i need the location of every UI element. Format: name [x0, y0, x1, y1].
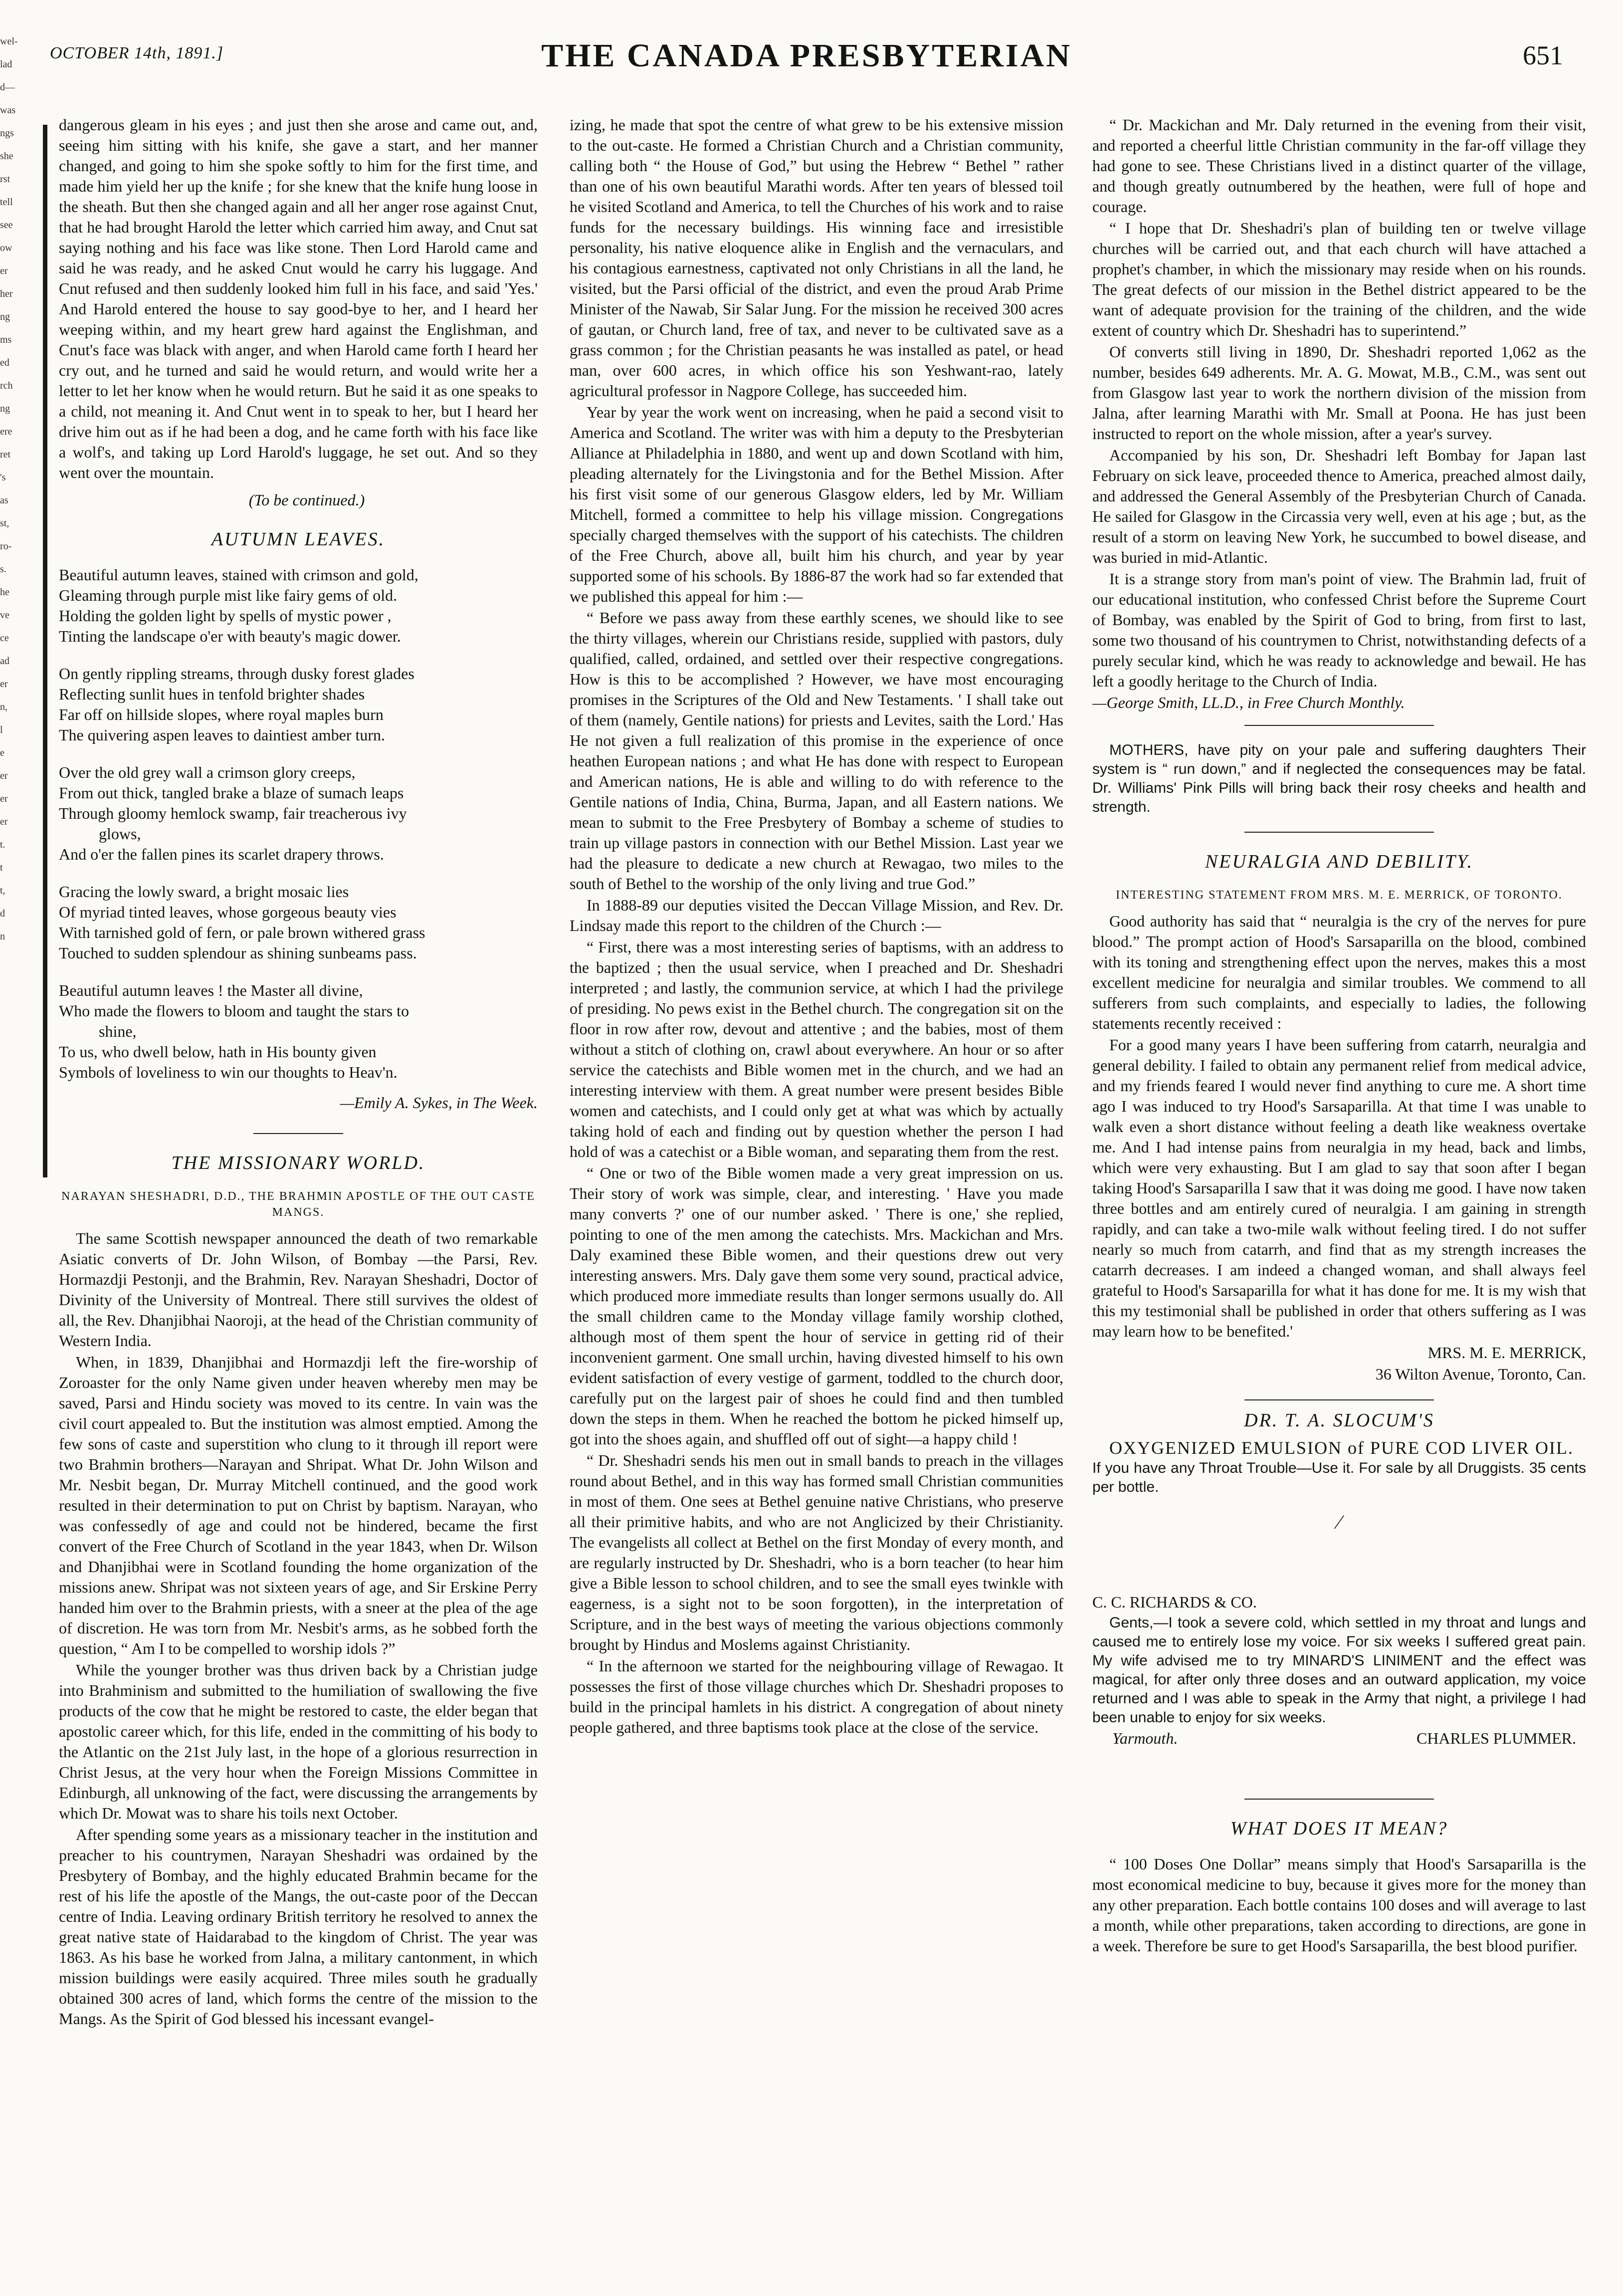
poem-stanza: [59, 882, 538, 963]
richards-signature: CHARLES PLUMMER.: [1416, 1729, 1576, 1747]
poem-line: Far off on hillside slopes, where royal maples burn: [59, 705, 384, 723]
margin-fragment: ow: [0, 242, 12, 253]
richards-body: Gents,—I took a severe cold, which settled in my throat and lungs and caused me to entirely lose my voice. For six weeks I suffered great pain. My wife advised me to try MINARD'S LINIMENT and the effect was magical, for after only three doses and an outward application, my voice returned and I was able to speak in the Army that night, a privilege I had been unable to enjoy for six weeks.: [1092, 1614, 1586, 1726]
binding-shadow: [43, 125, 47, 1177]
article-paragraph: The same Scottish newspaper announced the death of two remarkable Asiatic converts of Dr. John Wilson, of Bombay —the Parsi, Rev. Hormazdji Pestonji, and the Brahmin, Rev. Narayan Sheshadri, Doctor of Divinity of the University of Montreal. There still survives the oldest of all, the Rev. Dhanjibhai Naoroji, at the head of the Christian community of Western India.: [59, 1229, 538, 1350]
margin-fragment: n,: [0, 701, 7, 712]
margin-fragment: er: [0, 679, 8, 689]
margin-fragment: tell: [0, 197, 13, 208]
margin-fragment: st,: [0, 518, 9, 529]
margin-fragment: e: [0, 747, 4, 758]
poem-line: Gracing the lowly sward, a bright mosaic lies: [59, 883, 349, 901]
richards-firm: C. C. RICHARDS & CO.: [1092, 1593, 1257, 1611]
margin-fragment: 's: [0, 472, 6, 483]
margin-fragment: ve: [0, 610, 9, 621]
poem-line: Of myriad tinted leaves, whose gorgeous beauty vies: [59, 903, 397, 921]
poem-stanza: [59, 980, 538, 1083]
margin-fragment: ms: [0, 334, 12, 345]
slocum-title: DR. T. A. SLOCUM'S: [1244, 1410, 1434, 1431]
margin-fragment: lad: [0, 59, 12, 70]
poem-line: Over the old grey wall a crimson glory creeps,: [59, 763, 356, 781]
margin-fragment: see: [0, 220, 13, 230]
what-title: WHAT DOES IT MEAN?: [1230, 1818, 1448, 1839]
margin-fragment: ret: [0, 449, 11, 460]
article-paragraph: It is a strange story from man's point of view. The Brahmin lad, fruit of our educational institution, who confessed Christ before the Supreme Court of Bombay, was enabled by the Spirit of God to bring, from first to last, some two thousand of his countrymen to Christ, notwithstanding defects of a purely secular kind, which he was ready to acknowledge and bewail. He has left a goodly heritage to the Church of India.: [1092, 570, 1586, 690]
poem-title: AUTUMN LEAVES.: [211, 529, 386, 550]
margin-fragment: ngs: [0, 128, 14, 139]
missionary-subtitle: NARAYAN SHESHADRI, D.D., THE BRAHMIN APOSTLE OF THE OUT CASTE MANGS.: [61, 1190, 535, 1219]
article-paragraph: Year by year the work went on increasing, when he paid a second visit to America and Scotland. The writer was with him a deputy to the Presbyterian Alliance at Philadelphia in 1880, and went up and down Scotland with him, pleading alternately for the Livingstonia and for the Bethel Mission. After his first visit some of our generous Glasgow elders, led by Mr. William Mitchell, formed a committee to help his village mission. Congregations specially charged themselves with the support of his catechists. The children of the Free Church, above all, built him his church, and year by year supported some of his schools. By 1886-87 the work had so far extended that we published this appeal for him :—: [570, 403, 1063, 605]
section-rule: [1244, 725, 1434, 726]
article-paragraph: “ One or two of the Bible women made a very great impression on us. Their story of work was simple, clear, and interesting. ' Have you made many converts ?' one of our number asked. ' There is one,' she replied, pointing to one of the men among the catechists. Mrs. Mackichan and Mrs. Daly examined these Bible women, and their questions drew out very interesting answers. Mrs. Daly gave them some very sound, practical advice, which produced more immediate results than longer sermons usually do. All the small children came to the Monday village family worship clothed, although most of them spent the hour of service in getting rid of their inconvenient garment. One small urchin, having divested himself to his own evident satisfaction of every vestige of garment, toddled to the church door, carefully put on the largest pair of shoes he could find and then tumbled down the steps in them. When he reached the bottom he picked himself up, got into the shoes again, and shuffled off out of sight—a happy child !: [570, 1164, 1063, 1448]
margin-fragment: ng: [0, 311, 10, 322]
margin-fragment: he: [0, 587, 9, 598]
margin-fragment: er: [0, 793, 8, 804]
poem-line: Holding the golden light by spells of mystic power ,: [59, 607, 392, 625]
testimonial-signature: MRS. M. E. MERRICK,: [1427, 1344, 1586, 1362]
poem-stanza: [59, 664, 538, 745]
poem: [59, 565, 538, 1083]
margin-fragment: d—: [0, 82, 15, 93]
margin-fragment: rch: [0, 380, 13, 391]
margin-fragment: ng: [0, 403, 10, 414]
margin-fragment: as: [0, 495, 8, 506]
ad-paragraph: For a good many years I have been suffering from catarrh, neuralgia and general debility. I failed to obtain any permanent relief from medical advice, and my friends feared I would never find anything to cure me. A short time ago I was induced to try Hood's Sarsaparilla. At that time I was unable to walk even a short distance without feeling a death like weakness overtake me. And I had intense pains from neuralgia in my head, back and limbs, which were very exhausting. But I am glad to say that soon after I began taking Hood's Sarsaparilla I saw that it was doing me good. I have now taken three bottles and am entirely cured of neuralgia. I am gaining in strength rapidly, and can take a two-mile walk without feeling tired. I do not suffer nearly so much from catarrh, and find that as my strength increases the catarrh decreases. I am indeed a changed woman, and shall always feel grateful to Hood's Sarsaparilla for what it has done for me. It is my wish that this my testimonial shall be published in order that others suffering as I was may learn how to be benefited.': [1092, 1036, 1586, 1340]
column-2: [570, 115, 1063, 2280]
newspaper-title: THE CANADA PRESBYTERIAN: [541, 37, 1072, 74]
poem-line: And o'er the fallen pines its scarlet drapery throws.: [59, 845, 384, 863]
richards-footer: [1092, 1728, 1586, 1749]
poem-line: shine,: [99, 1022, 137, 1040]
section-rule: [253, 1133, 343, 1134]
article-paragraph: “ Dr. Sheshadri sends his men out in small bands to preach in the villages round about Bethel, and in this way has formed small Christian communities in most of them. One sees at Bethel genuine native Christians, who preserve all their primitive habits, and who are not Anglicized by their Christianity. The evangelists all collect at Bethel on the first Monday of every month, and are regularly instructed by Dr. Sheshadri, who is a born teacher (to hear him give a Bible lesson to school children, and to see the small eyes twinkle with eagerness, is a sight not to be soon forgotten), in the interpretation of Scripture, and in the best ways of meeting the various objections commonly brought by Hindus and Moslems against Christianity.: [570, 1451, 1063, 1653]
margin-fragment: s.: [0, 564, 6, 575]
margin-fragment: t,: [0, 885, 5, 896]
poem-line: Touched to sudden splendour as shining sunbeams pass.: [59, 944, 417, 962]
poem-line: Tinting the landscape o'er with beauty's magic dower.: [59, 627, 401, 645]
article-paragraph: After spending some years as a missionary teacher in the institution and preacher to his countrymen, Narayan Sheshadri was ordained by the Presbytery of Bombay, and the highly educated Brahmin became for the rest of his life the apostle of the Mangs, the out-caste poor of the Deccan centre of India. Leaving ordinary British territory he resolved to annex the great native state of Haidarabad to the kingdom of Christ. The year was 1863. As his base he worked from Jalna, a military cantonment, in which mission buildings were easily acquired. Three miles south he gradually obtained 300 acres of land, which forms the centre of the mission to the Mangs. As the Spirit of God blessed his incessant evangel-: [59, 1826, 538, 2028]
margin-fragment: she: [0, 151, 13, 162]
neuralgia-subtitle: INTERESTING STATEMENT FROM MRS. M. E. MERRICK, OF TORONTO.: [1116, 889, 1563, 902]
mothers-notice: MOTHERS, have pity on your pale and suffering daughters Their system is “ run down,” and if neglected the consequences may be fatal. Dr. Williams' Pink Pills will bring back their rosy cheeks and health and strength.: [1092, 742, 1586, 815]
margin-fragment: l: [0, 724, 3, 735]
article-paragraph: Accompanied by his son, Dr. Sheshadri left Bombay for Japan last February on sick leave, proceeded thence to America, preached almost daily, and addressed the General Assembly of the Presbyterian Church of Canada. He sailed for Glasgow in the Circassia very well, even at his age ; but, as the result of a storm on leaving New York, he succumbed to bowel disease, and was buried in mid-Atlantic.: [1092, 446, 1586, 566]
margin-fragment: d: [0, 908, 5, 919]
poem-stanza: [59, 762, 538, 865]
margin-fragment: rst: [0, 174, 10, 185]
slocum-body: If you have any Throat Trouble—Use it. For sale by all Druggists. 35 cents per bottle.: [1092, 1460, 1586, 1495]
poem-line: Through gloomy hemlock swamp, fair treacherous ivy: [59, 804, 407, 822]
article-paragraph: Of converts still living in 1890, Dr. Sheshadri reported 1,062 as the number, besides 649 adherents. Mr. A. G. Mowat, M.B., C.M., was sent out from Glasgow last year to work the northern division of the mission from Jalna, after learning Marathi with Mr. Small at Poona. He has just been instructed to report on the whole mission, after a year's survey.: [1092, 343, 1586, 443]
to-be-continued: (To be continued.): [248, 491, 365, 509]
missionary-section-title: THE MISSIONARY WORLD.: [171, 1152, 425, 1173]
left-margin-fragments: [0, 30, 50, 1227]
margin-fragment: ce: [0, 633, 9, 644]
richards-place: Yarmouth.: [1112, 1729, 1178, 1747]
poem-line: Reflecting sunlit hues in tenfold brighter shades: [59, 685, 365, 703]
poem-line: Beautiful autumn leaves, stained with crimson and gold,: [59, 566, 418, 584]
section-rule: [1244, 832, 1434, 833]
article-attribution: —George Smith, LL.D., in Free Church Monthly.: [1092, 693, 1405, 711]
slocum-heading: OXYGENIZED EMULSION of PURE COD LIVER OIL.: [1109, 1438, 1574, 1458]
margin-fragment: t.: [0, 839, 5, 850]
testimonial-address: 36 Wilton Avenue, Toronto, Can.: [1375, 1365, 1586, 1383]
poem-line: Who made the flowers to bloom and taught the stars to: [59, 1002, 409, 1020]
poem-line: On gently rippling streams, through dusky forest glades: [59, 665, 414, 683]
article-paragraph: “ In the afternoon we started for the neighbouring village of Rewagao. It possesses the first of those village churches which Dr. Sheshadri proposes to build in the principal hamlets in his district. A congregation of about ninety people gathered, and three baptisms took place at the close of the service.: [570, 1657, 1063, 1736]
margin-fragment: ere: [0, 426, 12, 437]
article-paragraph: When, in 1839, Dhanjibhai and Hormazdji left the fire-worship of Zoroaster for the only Name given under heaven whereby men may be saved, Parsi and Hindu society was moved to its centre. In vain was the civil court appealed to. But the institution was almost emptied. Among the few sons of caste and superstition who clung to it through ill report were two Brahmin brothers—Narayan and Shripat. What Dr. John Wilson and Mr. Nesbit began, Dr. Murray Mitchell continued, and the good work resulted in their determination to put on Christ by baptism. Narayan, who was confessedly of age and could not be hindered, became the first convert of the Free Church of Scotland in the year 1843, when Dr. Wilson and Dhanjibhai were in Scotland founding the home organization of the missions anew. Shripat was not sixteen years of age, and Sir Erskine Perry handed him over to the Brahmin priests, with a sneer at the plea of the age of discretion. He was torn from Mr. Nesbit's arms, as he sobbed forth the question, “ Am I to be compelled to worship idols ?”: [59, 1353, 538, 1657]
poem-line: glows,: [99, 825, 141, 843]
poem-stanza: [59, 565, 538, 647]
margin-fragment: wel-: [0, 36, 18, 47]
column-1: [59, 115, 538, 2280]
poem-line: With tarnished gold of fern, or pale brown withered grass: [59, 923, 425, 941]
section-rule: [1244, 1399, 1434, 1400]
section-rule: [1244, 1799, 1434, 1800]
margin-fragment: t: [0, 862, 3, 873]
what-body: “ 100 Doses One Dollar” means simply that Hood's Sarsaparilla is the most economical medicine to buy, because it gives more for the money than any other preparation. Each bottle contains 100 doses and will average to last a month, while other preparations, taken according to directions, are gone in a week. Therefore be sure to get Hood's Sarsaparilla, the best blood purifier.: [1092, 1855, 1586, 1955]
margin-fragment: er: [0, 265, 8, 276]
page-number: 651: [1523, 40, 1563, 70]
margin-fragment: er: [0, 816, 8, 827]
margin-fragment: ed: [0, 357, 9, 368]
article-paragraph: In 1888-89 our deputies visited the Deccan Village Mission, and Rev. Dr. Lindsay made this report to the children of the Church :—: [570, 896, 1063, 934]
margin-fragment: n: [0, 931, 5, 942]
issue-date: OCTOBER 14th, 1891.]: [50, 44, 224, 62]
story-continuation: dangerous gleam in his eyes ; and just then she arose and came out, and, seeing him sitting with his knife, she gave a start, and her manner changed, and going to him she spoke softly to him for the first time, and made him yield her up the knife ; for she knew that the knife hung loose in the sheath. But then she changed again and all her anger rose against Cnut, that he had brought Harold the letter which carried him away, and Cnut sat saying nothing and his face was like stone. Then Lord Harold came and said he was ready, and he asked Cnut would he carry his luggage. And Cnut refused and then suddenly looked him full in his face, and said 'Yes.' And Harold entered the house to say good-bye to her, and I heard her weeping within, and my heart grew hard against the Englishman, and Cnut's face was black with anger, and when Harold came forth I heard her cry out, and he turned and said he would return, and would write her a letter to let her know when he would return. But he said it as one speaks to a child, not meaning it. And Cnut went in to speak to her, but I heard her drive him out as if he had been a dog, and he came forth with his face like a wolf's, and taking up Lord Harold's luggage, he set out. And so they went over the mountain.: [59, 116, 538, 481]
article-paragraph: While the younger brother was thus driven back by a Christian judge into Brahminism and submitted to the humiliation of swallowing the five products of the cow that he might be restored to caste, the elder began that apostolic career which, for this life, ended in the committing of his body to the Atlantic on the 21st July last, in the hope of a glorious resurrection in Christ Jesus, at the very hour when the Foreign Missions Committee in Edinburgh, all unknowing of the fact, were discussing the arrangements by which Dr. Mowat was to share his toils next October.: [59, 1661, 538, 1822]
margin-fragment: was: [0, 105, 16, 116]
poem-line: Beautiful autumn leaves ! the Master all divine,: [59, 981, 363, 999]
neuralgia-title: NEURALGIA AND DEBILITY.: [1205, 851, 1474, 872]
poem-line: Gleaming through purple mist like fairy gems of old.: [59, 586, 398, 604]
poem-line: The quivering aspen leaves to daintiest amber turn.: [59, 726, 386, 744]
margin-fragment: ad: [0, 656, 9, 667]
separator-mark: ⁄: [1337, 1511, 1341, 1533]
poem-attribution: —Emily A. Sykes, in The Week.: [340, 1094, 538, 1112]
article-paragraph: izing, he made that spot the centre of what grew to be his extensive mission to the out-caste. He formed a Christian Church and a Christian community, calling both “ the House of God,” but using the Hebrew “ Bethel ” rather than one of his own beautiful Marathi words. After ten years of blessed toil he visited Scotland and America, to tell the Churches of his work and to raise funds for the necessary buildings. His winning face and irresistible personality, his native eloquence alike in English and the vernaculars, and his contagious earnestness, captivated not only Christians in all the land, he visited, but the Parsi official of the district, and even the proud Arab Prime Minister of the Nawab, Sir Salar Jung. For the mission he received 300 acres of gautan, or Church land, free of tax, and never to be cultivated save as a grass common ; for the Christian peasants he was installed as patel, or head man, over 600 acres, in which office his son Yeshwant-rao, lately agricultural professor in Nagpore College, has succeeded him.: [570, 116, 1063, 400]
article-paragraph: “ Before we pass away from these earthly scenes, we should like to see the thirty villages, wherein our Christians reside, supplied with pastors, duly qualified, called, ordained, and settled over their respective congregations. How is this to be accomplished ? However, we have most encouraging promises in the Scriptures of the Old and New Testaments. ' I shall take out of them (namely, Gentile nations) for priests and Levites, saith the Lord.' Has He not given a full realization of this promise in the experience of once heathen European nations ; and what He has done with respect to European and American nations, He is able and willing to do with reference to the Gentile nations of India, China, Burma, Japan, and all Eastern nations. We mean to submit to the Free Presbytery of Bombay a scheme of studies to train up village pastors in connection with our Bethel Mission. Last year we had the pleasure to dedicate a new church at Rewagao, two miles to the south of Bethel to the worship of the only living and true God.”: [570, 609, 1063, 893]
poem-line: To us, who dwell below, hath in His bounty given: [59, 1043, 377, 1061]
article-paragraph: “ I hope that Dr. Sheshadri's plan of building ten or twelve village churches will be carried out, and that each church will have attached a prophet's chamber, in which the missionary may reside when on his rounds. The great defects of our mission in the Bethel district appeared to be the want of adequate provision for the training of the children, and the wide extent of country which Dr. Sheshadri has to superintend.”: [1092, 219, 1586, 339]
article-paragraph: “ First, there was a most interesting series of baptisms, with an address to the baptized ; then the usual service, when I preached and Dr. Sheshadri interpreted ; and lastly, the communion service, at which I had the privilege of presiding. No pews exist in the Bethel church. The congregation sit on the floor in row after row, devout and attentive ; and the babies, most of them without a stitch of clothing on, crawl about everywhere. An hour or so after service the catechists and Bible women met in the church, and we had an interesting interview with them. A great number were present besides Bible women and catechists, and I could only get at what was which by actually taking hold of each and finding out by question whether the person I had hold of was a catechist or a Bible woman, and separating them from the rest.: [570, 938, 1063, 1160]
ad-paragraph: Good authority has said that “ neuralgia is the cry of the nerves for pure blood.” The prompt action of Hood's Sarsaparilla on the blood, combined with its toning and strengthening effect upon the nerves, makes this a most excellent medicine for neuralgia and similar troubles. We commend to all sufferers from such complaints, and especially to ladies, the following statements recently received :: [1092, 912, 1586, 1032]
poem-line: Symbols of loveliness to win our thoughts to Heav'n.: [59, 1063, 398, 1081]
margin-fragment: er: [0, 770, 8, 781]
column-3: [1092, 115, 1586, 2280]
margin-fragment: her: [0, 288, 13, 299]
article-paragraph: “ Dr. Mackichan and Mr. Daly returned in the evening from their visit, and reported a cheerful little Christian community in the far-off village they had gone to see. These Christians lived in a distinct quarter of the village, and though greatly outnumbered by the heathen, were full of hope and courage.: [1092, 116, 1586, 216]
margin-fragment: ro-: [0, 541, 12, 552]
page-header: [50, 30, 1563, 95]
poem-line: From out thick, tangled brake a blaze of sumach leaps: [59, 784, 404, 802]
